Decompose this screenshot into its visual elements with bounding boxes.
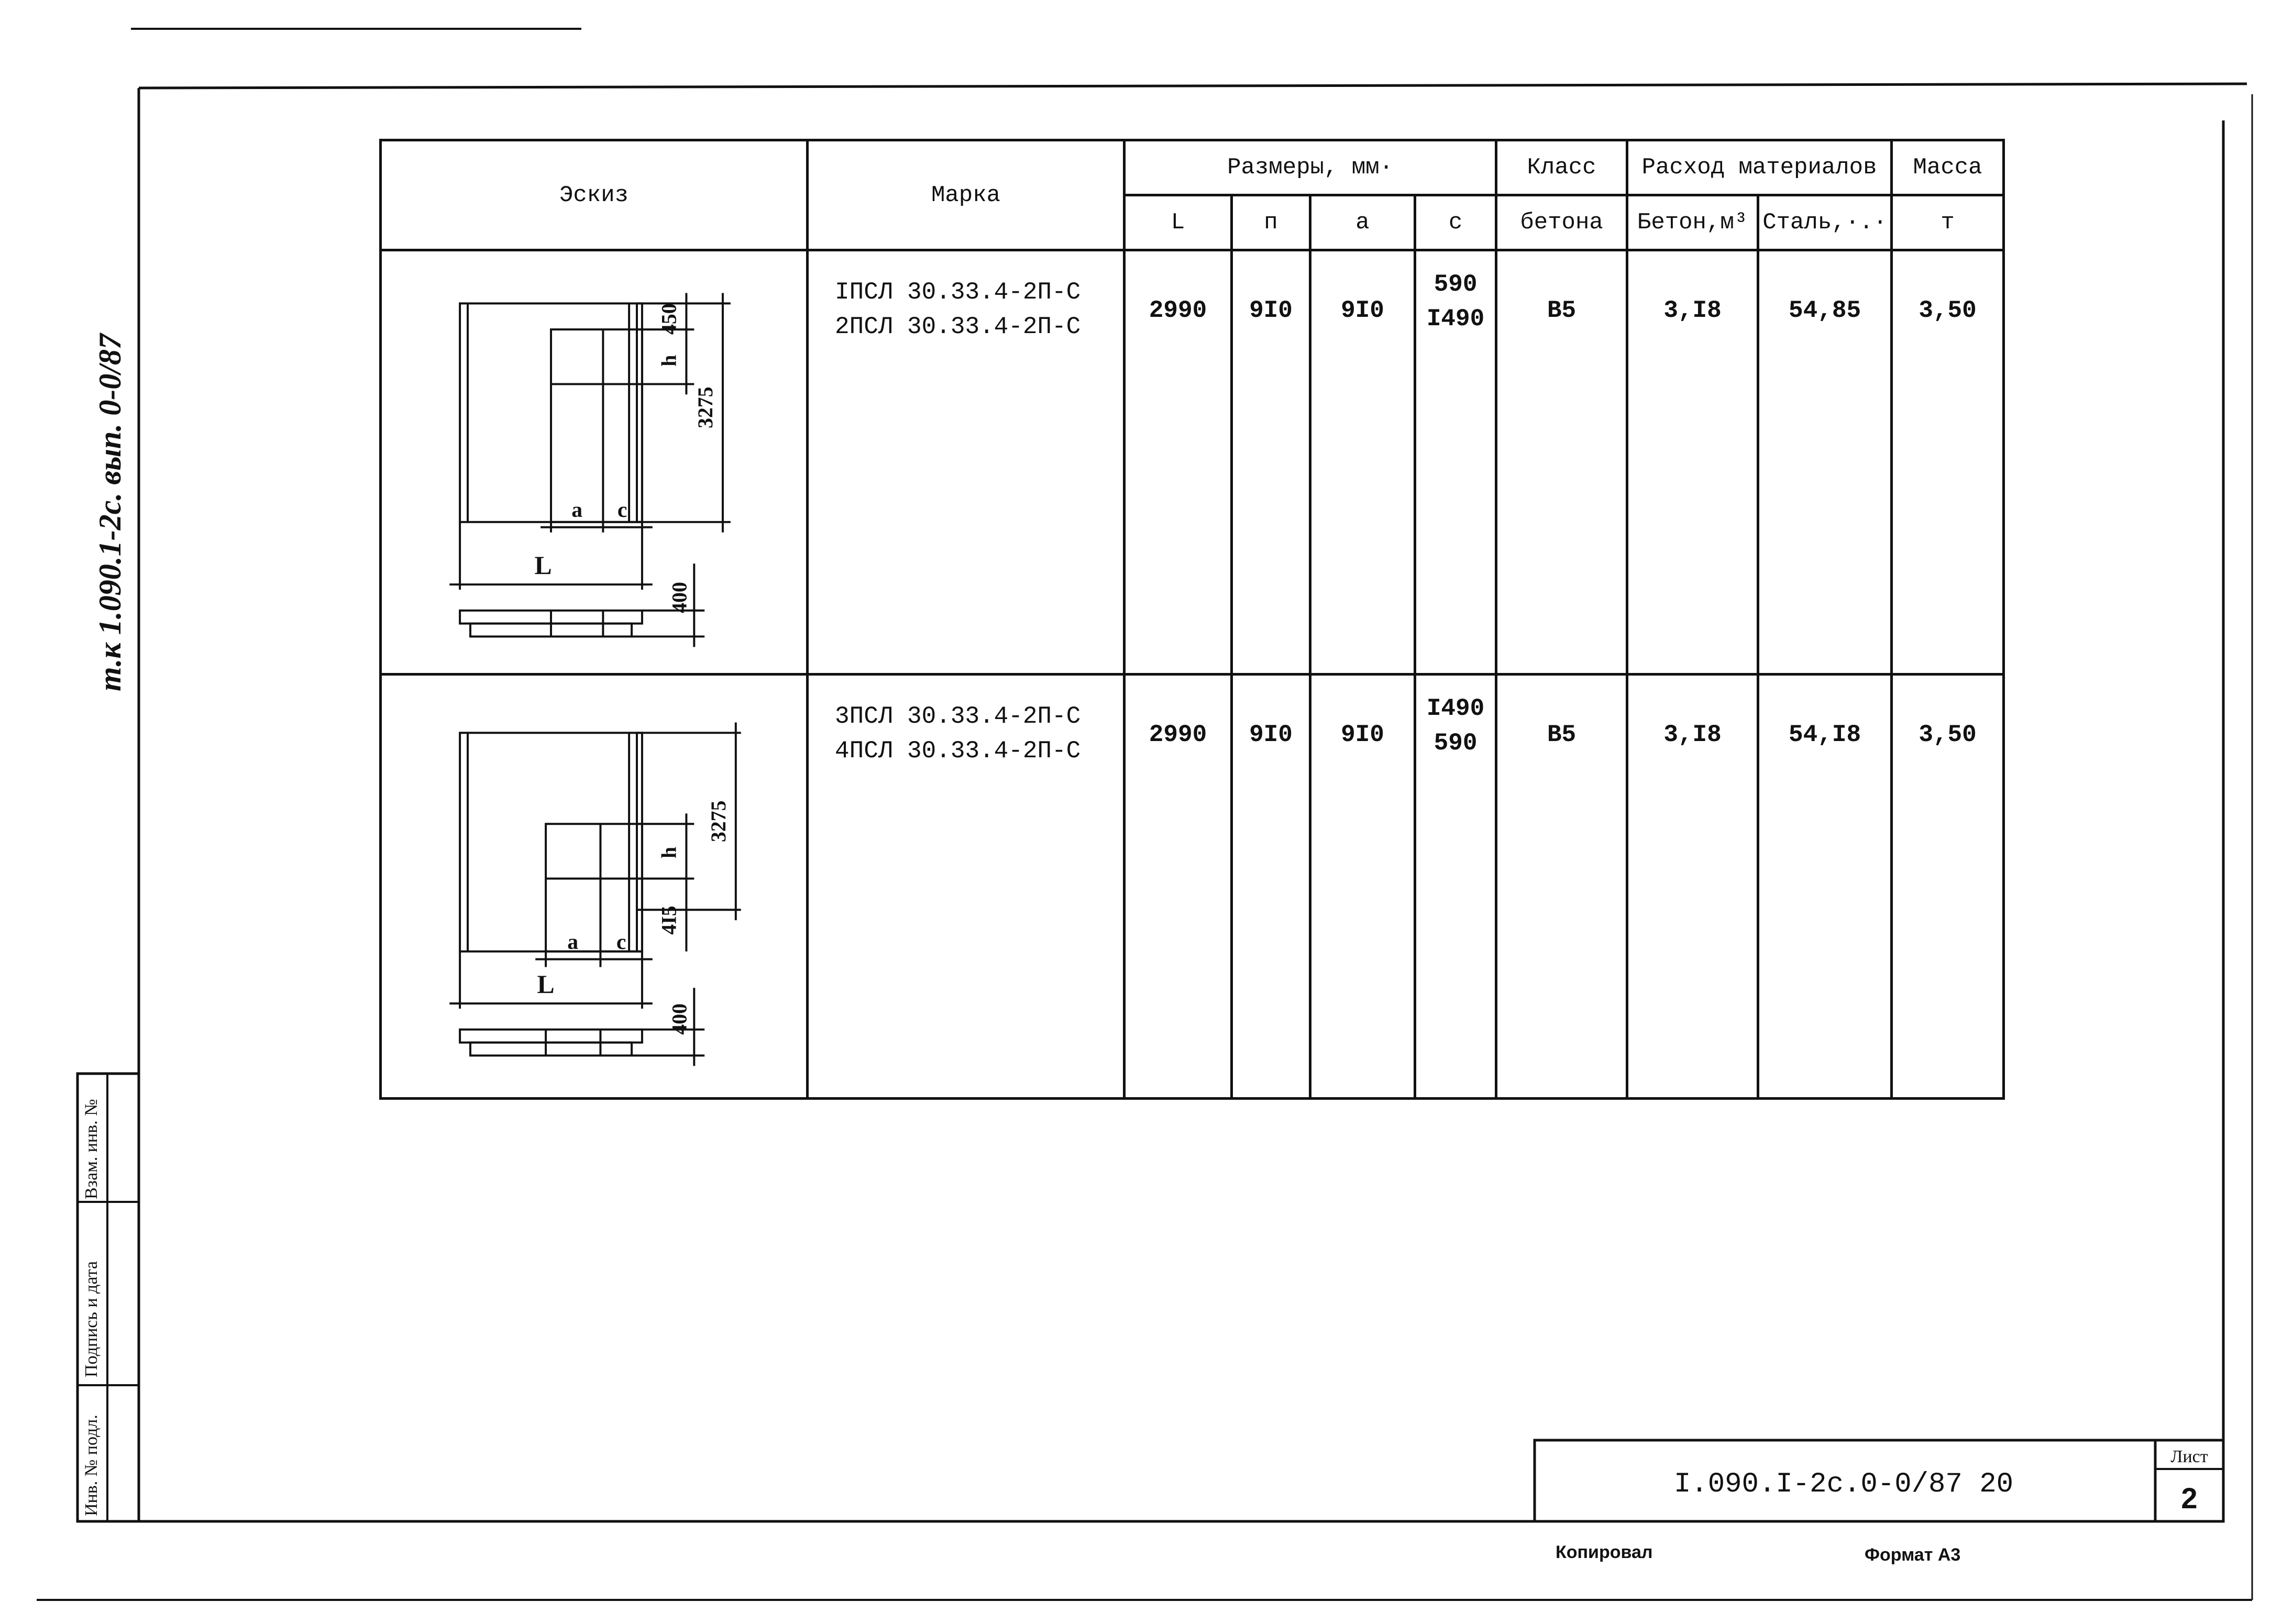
marka-cell	[808, 675, 1125, 1099]
header-razmery: Размеры, мм·	[1125, 140, 1496, 195]
cell-beton: 3,I8	[1627, 675, 1758, 1099]
marka-value: IПСЛ 30.33.4-2П-С	[835, 279, 1081, 306]
cell-n: 9I0	[1232, 675, 1310, 1099]
header-massa-unit: т	[1892, 195, 2004, 250]
marka-value: 2ПСЛ 30.33.4-2П-С	[835, 313, 1081, 340]
header-marka: Марка	[808, 140, 1125, 250]
cell-n: 9I0	[1232, 250, 1310, 675]
footer-format: Формат А3	[1865, 1545, 1961, 1565]
cell-stal: 54,85	[1758, 250, 1892, 675]
dim-a: a	[567, 930, 579, 954]
opening	[546, 824, 642, 951]
marka-value: 4ПСЛ 30.33.4-2П-С	[835, 737, 1081, 765]
dim-h: h	[657, 355, 681, 367]
cell-stal: 54,I8	[1758, 675, 1892, 1099]
side-podpis-label: Подпись и дата	[82, 1261, 101, 1377]
header-eskiz: Эскиз	[381, 140, 808, 250]
side-inv-label: Инв. № подл.	[82, 1415, 101, 1516]
panel-sketch	[382, 251, 806, 673]
dim-450: 450	[657, 303, 681, 335]
spec-table	[379, 139, 2005, 1100]
header-beton: Бетон,м³	[1627, 195, 1758, 250]
dim-3275: 3275	[694, 386, 718, 428]
cell-L: 2990	[1125, 250, 1232, 675]
sketch-cell	[381, 675, 808, 1099]
header-col-c: с	[1415, 195, 1496, 250]
cell-beton: 3,I8	[1627, 250, 1758, 675]
panel-sketch	[382, 676, 806, 1097]
cell-a: 9I0	[1310, 250, 1415, 675]
cell-L: 2990	[1125, 675, 1232, 1099]
dim-415: 4I5	[657, 905, 681, 935]
cell-klass: В5	[1496, 675, 1627, 1099]
table-row	[381, 250, 2004, 675]
dim-3275: 3275	[707, 800, 730, 843]
marka-cell	[808, 250, 1125, 675]
header-massa: Масса	[1892, 140, 2004, 195]
cell-klass: В5	[1496, 250, 1627, 675]
header-raskhod: Расход материалов	[1627, 140, 1892, 195]
sketch-cell	[381, 250, 808, 675]
stamp-list-label: Лист	[2170, 1447, 2208, 1466]
cell-a: 9I0	[1310, 675, 1415, 1099]
stamp-code: I.090.I-2с.0-0/87 20	[1673, 1468, 2014, 1500]
dim-c: c	[616, 930, 626, 954]
dim-L: L	[537, 970, 555, 999]
footer-kopiroval: Копировал	[1556, 1542, 1653, 1562]
dim-a: a	[571, 498, 583, 522]
header-klass-2: бетона	[1496, 195, 1627, 250]
header-klass-1: Класс	[1496, 140, 1627, 195]
header-col-n: п	[1232, 195, 1310, 250]
header-col-a: а	[1310, 195, 1415, 250]
header-col-L: L	[1125, 195, 1232, 250]
header-stal: Сталь,·.·	[1758, 195, 1892, 250]
dim-400: 400	[668, 1003, 691, 1035]
side-document-label: т.к 1.090.1-2с. вып. 0-0/87	[93, 334, 127, 691]
dim-h: h	[657, 846, 681, 858]
side-vzam-label: Взам. инв. №	[82, 1099, 101, 1199]
dim-L: L	[534, 551, 552, 580]
cell-c: I490 590	[1415, 675, 1496, 1099]
dim-400: 400	[668, 582, 691, 613]
cell-massa: 3,50	[1892, 675, 2004, 1099]
frame-top	[139, 84, 2247, 88]
marka-value: 3ПСЛ 30.33.4-2П-С	[835, 703, 1081, 731]
stamp-list-number: 2	[2181, 1482, 2198, 1515]
cell-c: 590 I490	[1415, 250, 1496, 675]
cell-massa: 3,50	[1892, 250, 2004, 675]
table-row	[381, 675, 2004, 1099]
dim-c: c	[617, 498, 627, 522]
panel-outline	[460, 733, 642, 951]
